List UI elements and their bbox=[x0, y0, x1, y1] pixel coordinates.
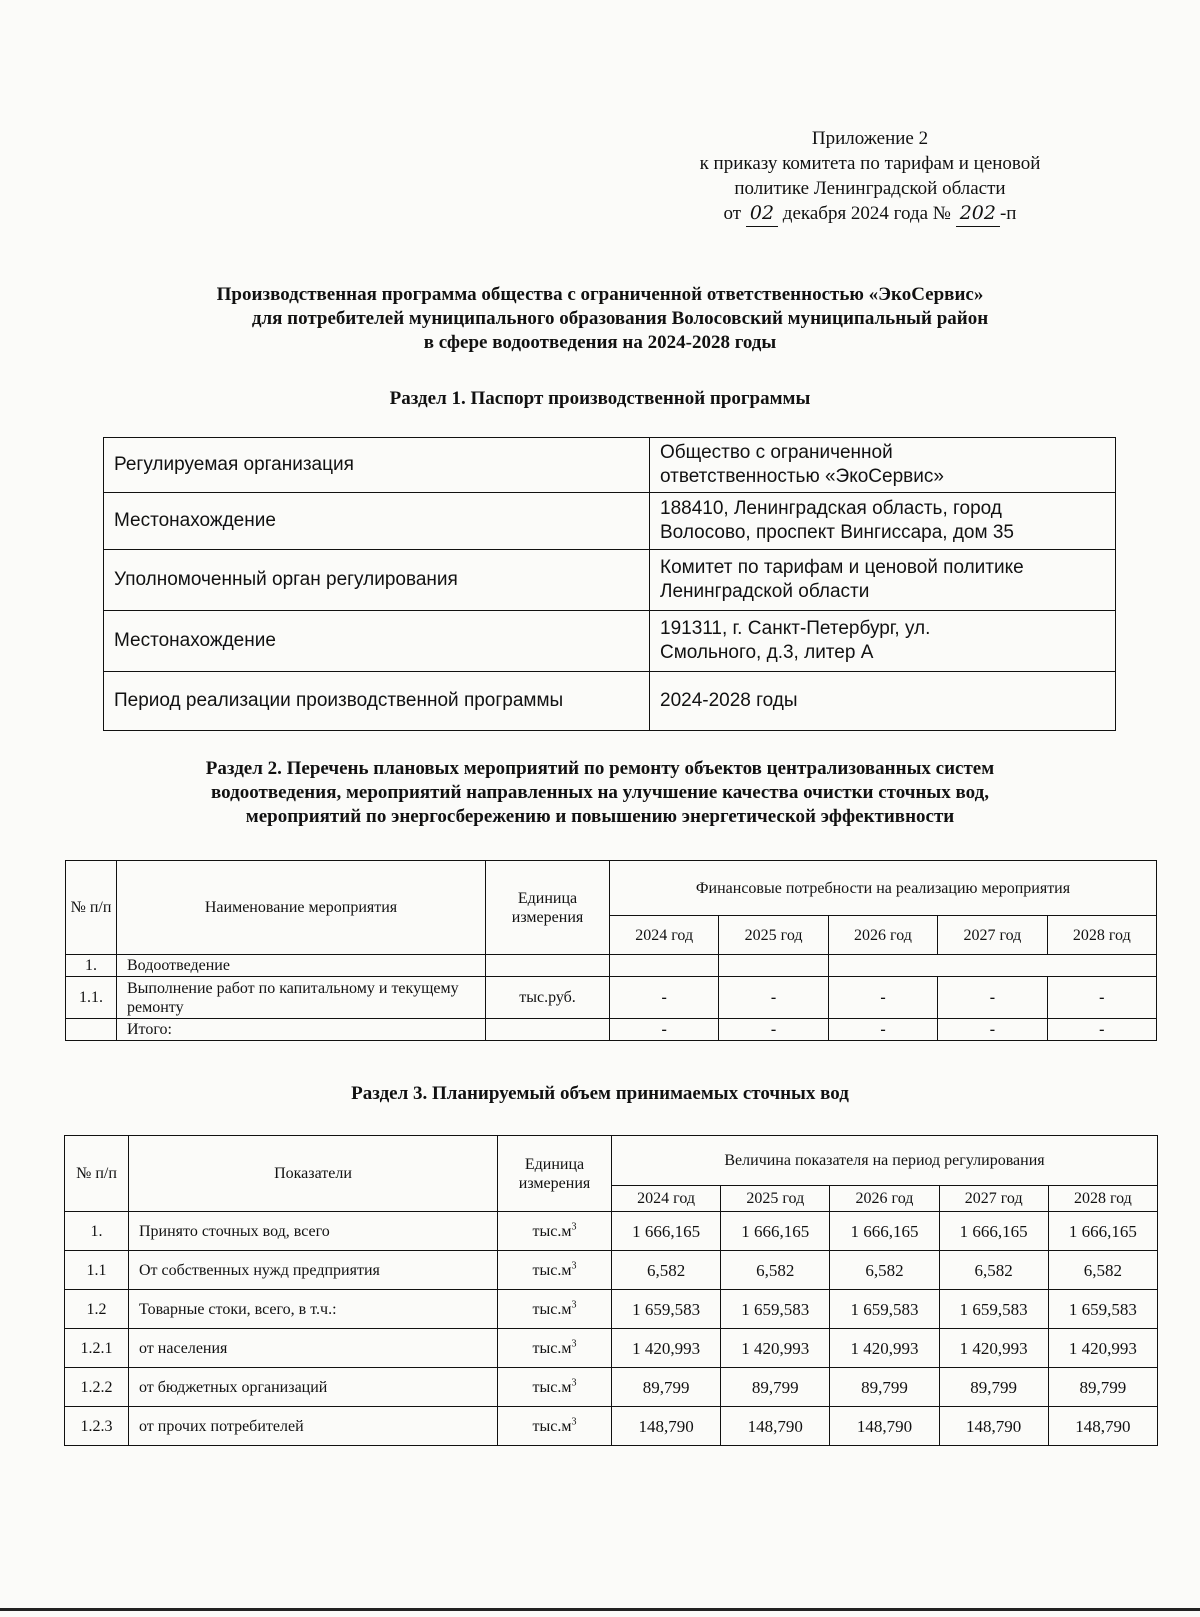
appendix-line2: к приказу комитета по тарифам и ценовой bbox=[699, 153, 1041, 174]
section1-heading: Раздел 1. Паспорт производственной программы bbox=[389, 388, 811, 409]
passport-label: Период реализации производственной программы bbox=[104, 672, 650, 731]
row-unit: $тыс.м^3$ bbox=[498, 1212, 612, 1251]
row-value: 1 666,165 bbox=[830, 1212, 939, 1251]
row-value: 1 420,993 bbox=[830, 1329, 939, 1368]
passport-value: 191311, г. Санкт-Петербург, ул. Смольного, д.3, литер А bbox=[650, 611, 1116, 672]
row-num: 1.2.2 bbox=[65, 1368, 129, 1407]
row-value bbox=[610, 955, 719, 977]
row-name: Итого: bbox=[117, 1019, 486, 1041]
row-name: от бюджетных организаций bbox=[129, 1368, 498, 1407]
row-value: - bbox=[719, 1019, 828, 1041]
row-value: - bbox=[719, 977, 828, 1019]
table-row bbox=[65, 1329, 1158, 1368]
appendix-header bbox=[620, 126, 1120, 227]
activities-table bbox=[65, 860, 1157, 1041]
row-value: 148,790 bbox=[612, 1407, 721, 1446]
wastewater-volume-table bbox=[64, 1135, 1158, 1446]
passport-label: Регулируемая организация bbox=[104, 438, 650, 493]
row-num bbox=[66, 1019, 117, 1041]
row-value: - bbox=[610, 977, 719, 1019]
row-value: 6,582 bbox=[830, 1251, 939, 1290]
row-value: 89,799 bbox=[939, 1368, 1048, 1407]
row-num: 1. bbox=[65, 1212, 129, 1251]
appendix-line1: Приложение 2 bbox=[811, 128, 929, 149]
row-value: - bbox=[828, 1019, 937, 1041]
program-title bbox=[80, 283, 1120, 355]
passport-table bbox=[103, 437, 1116, 731]
row-value: 89,799 bbox=[612, 1368, 721, 1407]
table-header-row bbox=[66, 861, 1157, 916]
scan-edge-line bbox=[0, 1608, 1200, 1611]
year-header: 2027 год bbox=[939, 1186, 1048, 1212]
row-value: 148,790 bbox=[1048, 1407, 1157, 1446]
table-row bbox=[104, 550, 1116, 611]
row-value bbox=[719, 955, 828, 977]
row-value: - bbox=[938, 1019, 1047, 1041]
passport-label: Местонахождение bbox=[104, 493, 650, 550]
table-header-row bbox=[65, 1136, 1158, 1186]
col-name-header: Наименование мероприятия bbox=[117, 861, 486, 955]
appendix-line3: политике Ленинградской области bbox=[734, 178, 1006, 199]
row-value: 1 420,993 bbox=[612, 1329, 721, 1368]
row-name: От собственных нужд предприятия bbox=[129, 1251, 498, 1290]
row-unit: $тыс.м^3$ bbox=[498, 1407, 612, 1446]
table-row bbox=[104, 493, 1116, 550]
col-group-header: Величина показателя на период регулирования bbox=[612, 1136, 1158, 1186]
row-value: - bbox=[1047, 977, 1156, 1019]
col-num-header: № п/п bbox=[66, 861, 117, 955]
row-name: Выполнение работ по капитальному и текущему ремонту bbox=[117, 977, 486, 1019]
title-line2: для потребителей муниципального образования Волосовский муниципальный район bbox=[251, 308, 989, 329]
row-value: 6,582 bbox=[721, 1251, 830, 1290]
row-unit bbox=[486, 955, 610, 977]
date-prefix: от bbox=[723, 203, 742, 224]
year-header: 2028 год bbox=[1047, 916, 1156, 955]
table-row bbox=[65, 1368, 1158, 1407]
row-num: 1.1. bbox=[66, 977, 117, 1019]
row-value: 1 659,583 bbox=[1048, 1290, 1157, 1329]
section2-heading-line1: Раздел 2. Перечень плановых мероприятий по ремонту объектов централизованных систем bbox=[205, 758, 995, 779]
col-unit-header: Единица измерения bbox=[486, 861, 610, 955]
year-header: 2026 год bbox=[830, 1186, 939, 1212]
section2-heading-line2: водоотведения, мероприятий направленных на улучшение качества очистки сточных вод, bbox=[211, 782, 989, 803]
row-value: 6,582 bbox=[1048, 1251, 1157, 1290]
section2-heading bbox=[80, 757, 1120, 829]
row-name: Товарные стоки, всего, в т.ч.: bbox=[129, 1290, 498, 1329]
row-value: 89,799 bbox=[1048, 1368, 1157, 1407]
col-unit-header: Единица измерения bbox=[498, 1136, 612, 1212]
handwritten-day: 02 bbox=[746, 201, 778, 227]
table-row bbox=[65, 1407, 1158, 1446]
table-row bbox=[104, 672, 1116, 731]
row-value: 1 659,583 bbox=[612, 1290, 721, 1329]
year-header: 2024 год bbox=[610, 916, 719, 955]
passport-value: Комитет по тарифам и ценовой политике Ленинградской области bbox=[650, 550, 1116, 611]
year-header: 2027 год bbox=[938, 916, 1047, 955]
row-value: - bbox=[828, 977, 937, 1019]
year-header: 2026 год bbox=[828, 916, 937, 955]
table-row bbox=[66, 977, 1157, 1019]
row-value: 89,799 bbox=[830, 1368, 939, 1407]
row-num: 1.2.1 bbox=[65, 1329, 129, 1368]
row-value: 1 666,165 bbox=[721, 1212, 830, 1251]
section2-heading-line3: мероприятий по энергосбережению и повышению энергетической эффективности bbox=[245, 806, 955, 827]
row-name: от населения bbox=[129, 1329, 498, 1368]
row-value: 1 659,583 bbox=[721, 1290, 830, 1329]
row-value: 1 659,583 bbox=[939, 1290, 1048, 1329]
col-num-header: № п/п bbox=[65, 1136, 129, 1212]
table-row bbox=[104, 438, 1116, 493]
table-row bbox=[66, 955, 1157, 977]
year-header: 2028 год bbox=[1048, 1186, 1157, 1212]
row-value: - bbox=[610, 1019, 719, 1041]
row-value: - bbox=[938, 977, 1047, 1019]
row-unit: $тыс.м^3$ bbox=[498, 1290, 612, 1329]
row-value: 1 666,165 bbox=[939, 1212, 1048, 1251]
table-row bbox=[65, 1251, 1158, 1290]
row-value: 148,790 bbox=[830, 1407, 939, 1446]
row-unit bbox=[486, 1019, 610, 1041]
row-name: Водоотведение bbox=[117, 955, 486, 977]
row-value: 1 659,583 bbox=[830, 1290, 939, 1329]
row-value: 89,799 bbox=[721, 1368, 830, 1407]
row-unit: $тыс.м^3$ bbox=[498, 1251, 612, 1290]
row-value: 6,582 bbox=[939, 1251, 1048, 1290]
row-value: - bbox=[1047, 1019, 1156, 1041]
passport-label: Местонахождение bbox=[104, 611, 650, 672]
row-value: 148,790 bbox=[721, 1407, 830, 1446]
col-group-header: Финансовые потребности на реализацию мероприятия bbox=[610, 861, 1157, 916]
title-line3: в сфере водоотведения на 2024-2028 годы bbox=[423, 332, 777, 353]
section3-heading: Раздел 3. Планируемый объем принимаемых сточных вод bbox=[351, 1083, 849, 1104]
row-unit: $тыс.м^3$ bbox=[498, 1368, 612, 1407]
number-suffix: -п bbox=[999, 203, 1017, 224]
row-unit: $тыс.м^3$ bbox=[498, 1329, 612, 1368]
appendix-line4 bbox=[620, 201, 1120, 227]
table-row bbox=[104, 611, 1116, 672]
row-value: 1 666,165 bbox=[612, 1212, 721, 1251]
title-line1: Производственная программа общества с ограниченной ответственностью «ЭкоСервис» bbox=[216, 284, 984, 305]
passport-value: 188410, Ленинградская область, город Волосово, проспект Вингиссара, дом 35 bbox=[650, 493, 1116, 550]
passport-value: 2024-2028 годы bbox=[650, 672, 1116, 731]
row-name: Принято сточных вод, всего bbox=[129, 1212, 498, 1251]
passport-label: Уполномоченный орган регулирования bbox=[104, 550, 650, 611]
row-value: 1 420,993 bbox=[939, 1329, 1048, 1368]
year-header: 2025 год bbox=[721, 1186, 830, 1212]
passport-value: Общество с ограниченной ответственностью «ЭкоСервис» bbox=[650, 438, 1116, 493]
col-name-header: Показатели bbox=[129, 1136, 498, 1212]
row-value: 148,790 bbox=[939, 1407, 1048, 1446]
row-num: 1.2 bbox=[65, 1290, 129, 1329]
row-name: от прочих потребителей bbox=[129, 1407, 498, 1446]
year-header: 2024 год bbox=[612, 1186, 721, 1212]
handwritten-number: 202 bbox=[956, 201, 1000, 227]
row-num: 1.2.3 bbox=[65, 1407, 129, 1446]
date-mid: декабря 2024 года № bbox=[782, 203, 951, 224]
table-row bbox=[65, 1212, 1158, 1251]
row-unit: тыс.руб. bbox=[486, 977, 610, 1019]
table-row bbox=[66, 1019, 1157, 1041]
year-header: 2025 год bbox=[719, 916, 828, 955]
row-value: 1 420,993 bbox=[721, 1329, 830, 1368]
row-num: 1.1 bbox=[65, 1251, 129, 1290]
row-value bbox=[828, 955, 1156, 977]
row-value: 1 420,993 bbox=[1048, 1329, 1157, 1368]
row-value: 6,582 bbox=[612, 1251, 721, 1290]
row-value: 1 666,165 bbox=[1048, 1212, 1157, 1251]
row-num: 1. bbox=[66, 955, 117, 977]
table-row bbox=[65, 1290, 1158, 1329]
